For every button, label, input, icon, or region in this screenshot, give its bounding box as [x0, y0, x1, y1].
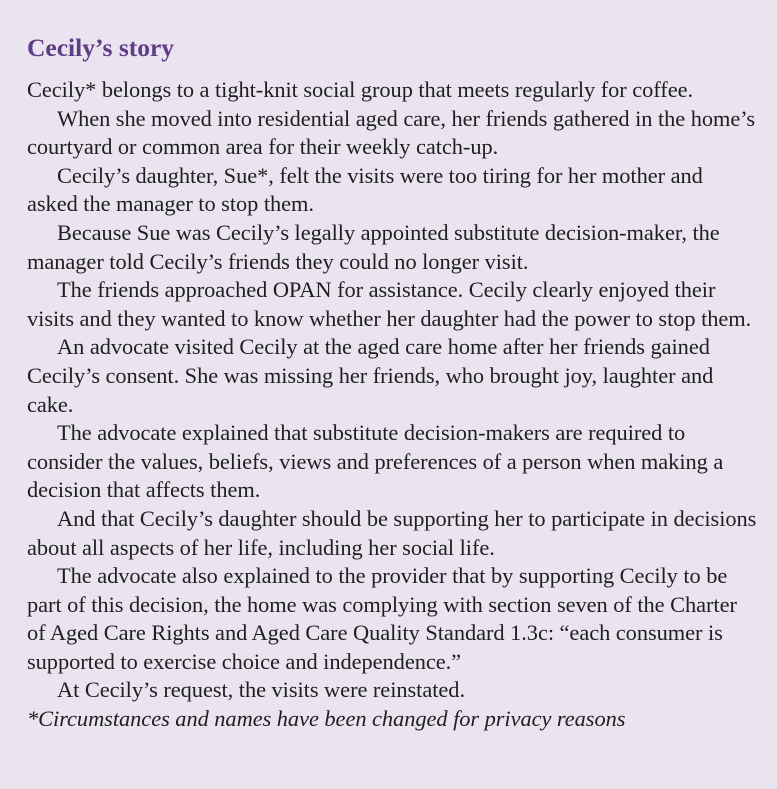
- story-paragraph-10: At Cecily’s request, the visits were reinstated.: [57, 677, 465, 703]
- story-paragraph-6: An advocate visited Cecily at the aged care home after her friends gained Cecily’s consent. She was missing her friends, who brought joy, laughter and cake.: [27, 334, 714, 417]
- story-paragraph-9: The advocate also explained to the provider that by supporting Cecily to be part of this decision, the home was complying with section seven of the Charter of Aged Care Rights and Aged Care Quality Standard 1.3c: “each consumer is supported to exercise choice and independence.”: [27, 563, 737, 674]
- story-paragraph-7: The advocate explained that substitute decision-makers are required to consider the values, beliefs, views and preferences of a person when making a decision that affects them.: [27, 420, 724, 503]
- story-footnote: *Circumstances and names have been changed for privacy reasons: [27, 706, 626, 732]
- story-body: [27, 76, 757, 734]
- story-title: Cecily’s story: [27, 33, 175, 62]
- story-paragraph-4: Because Sue was Cecily’s legally appointed substitute decision-maker, the manager told Cecily’s friends they could no longer visit.: [27, 219, 720, 274]
- story-paragraph-1: Cecily* belongs to a tight-knit social group that meets regularly for coffee.: [27, 77, 694, 102]
- story-paragraph-2: When she moved into residential aged care, her friends gathered in the home’s courtyard or common area for their weekly catch-up.: [27, 105, 756, 160]
- story-paragraph-5: The friends approached OPAN for assistance. Cecily clearly enjoyed their visits and they wanted to know whether her daughter had the power to stop them.: [27, 277, 752, 331]
- story-paragraph-3: Cecily’s daughter, Sue*, felt the visits were too tiring for her mother and asked the manager to stop them.: [27, 162, 703, 217]
- story-paragraph-8: And that Cecily’s daughter should be supporting her to participate in decisions about all aspects of her life, including her social life.: [27, 505, 757, 560]
